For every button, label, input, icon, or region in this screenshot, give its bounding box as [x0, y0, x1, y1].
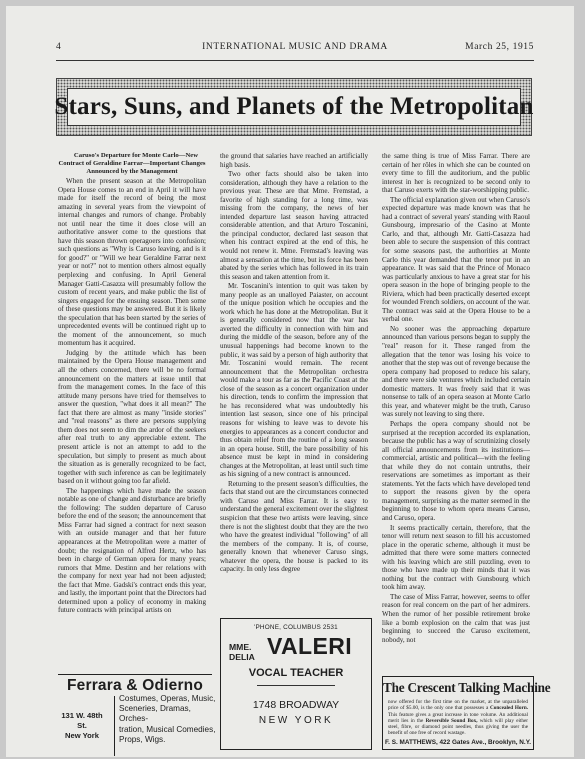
ad-crescent-text: which will play either steel, fibre, or diamond point needles, thus giving the user the benefit of one free of record wastage. [388, 717, 529, 737]
paragraph: Two other facts should also be taken into consideration, although they have a relation to the previous year. These are that Mme. Fremstad, a favorite of high standing for a long time, was missing from the company, the news of her intended departure last season having attracted considerable attention, and that Arturo Toscanini, the principal conductor, declared last season that when his contract expired at the end of this, he would not renew it. Mme. Fremstad's leaving was almost a sensation at the time, but its force has been abated by the series which has followed in its train this season and taken attention from it. [220, 170, 368, 281]
paragraph: Perhaps the opera company should not be surprised at the reception accorded its explanation, because the public has a way of scrutinizing closely all official announcements from its institutions—commercial, artistic and political—with the feeling that while they do not contain untruths, their reservations are sometimes as important as their statements. Yet the facts which have developed tend to support the reasons given by the opera management, surprising as the matter seemed in the beginning to those to whom opera means Caruso, and Caruso, opera. [382, 419, 530, 522]
paragraph: Judging by the attitude which has been maintained by the Opera House management and all the others concerned, there will be no formal announcement on the matters at issue until that from the management comes. In the face of this attitude many persons have tried for themselves to answer the question, "what does it all mean?" The fact that there are almost as many "inside stories" and "real reasons" as there are persons supplying them does not seem to dim the ardor of the seekers after real truth to any appreciable extent. The present article is not an attempt to add to the speculation, but simply to present as much about the situation as is generally recognized to be fact, together with such inference as can be legitimately based on it without going too far afield. [58, 348, 206, 486]
paragraph: The case of Miss Farrar, however, seems to offer reason for real concern on the part of her admirers. When the rumor of her possible retirement broke like a bomb explosion on the calm that was just beginning to succeed the Caruso excitement, nobody, not [382, 592, 530, 644]
ad-ferrara-service-line: Props, Wigs. [119, 734, 166, 744]
ad-valeri-honorific: MME. [229, 642, 252, 652]
ad-valeri-title: VOCAL TEACHER [248, 667, 344, 679]
ad-crescent-text: This feature gives a great increase in tone volume. An additional merit lies in the [388, 711, 528, 724]
ad-valeri-divider [257, 685, 335, 686]
paragraph: Returning to the present season's difficulties, the facts that stand out are the circumstances connected with Caruso and Miss Farrar. It is easy to understand the general excitement over the slightest suspicion that these two artists were leaving, since there is not the slightest doubt that they are the two who have the greatest individual "following" of all the members of the company. It is, of course, generally known that whenever Caruso sings, whatever the opera, the house is packed to its capacity. In only less degree [220, 479, 368, 574]
ad-crescent-body [388, 699, 528, 737]
ad-crescent-feature: Concealed Horn. [490, 705, 529, 712]
ad-valeri-first-name: DELIA [229, 652, 255, 662]
ad-ferrara-divider [114, 696, 115, 756]
paragraph: It seems practically certain, therefore, that the tenor will return next season to fill his accustomed place in the operatic scheme, although it must be admitted that there were some matters connected with his leaving which are still puzzling, even to those who have made up their minds that it was nothing but the contract with Gunsbourg which took him away. [382, 523, 530, 592]
title-banner [56, 78, 532, 136]
text-column-2 [220, 152, 368, 614]
ad-ferrara-name: Ferrara & Odierno [66, 677, 204, 694]
ad-ferrara-service-line: Sceneries, Dramas, Orches- [119, 704, 191, 724]
running-header [56, 42, 534, 56]
paragraph: The happenings which have made the season notable as one of change and disturbance are briefly the following: The sudden departure of Caruso before the end of the season; the announcement that Miss Farrar had signed a contract for next season with an outside manager and that her future appearances at the Metropolitan were a matter of doubt; the resignation of Alfred Hertz, who has been in charge of German opera for many years; rumors that Mme. Destinn and her relations with the company for next year had not been adjusted; the fact that Mme. Gadski's contract ends this year, and lastly, the important point that the Directors had determined upon a policy of economy in making future contracts with principal artists on [58, 486, 206, 615]
header-rule [56, 60, 534, 61]
paragraph: the same thing is true of Miss Farrar. There are certain of her rôles in which she can be counted on every time to fill the auditorium, and the public interest in her is recognized to be second only to that Caruso exerts with the star-worshipping public. [382, 152, 530, 195]
publication-title: INTERNATIONAL MUSIC AND DRAMA [202, 42, 388, 52]
ad-crescent-text: now offered for the first time on the market, at the unparalleled price of $5.00, is the only one that possesses a [388, 699, 528, 712]
ad-ferrara-address-line: 131 W. 48th St. [61, 711, 103, 730]
ad-delia-valeri [220, 618, 372, 750]
article-title: Stars, Suns, and Planets of the Metropolitan [54, 93, 534, 120]
ad-crescent-title: The Crescent Talking Machine [383, 680, 551, 695]
paragraph: The official explanation given out when Caruso's expected departure was made known was that he had a contract of several years' standing with Raoul Gunsbourg, impresario of the Casino at Monte Carlo, and that, although Mr. Gatti-Casazza had been able to secure the suspension of this contract for some seasons past, the authorities at Monte Carlo this year demanded that the tenor put in an appearance. It was said that the Prince of Monaco was particularly anxious to have a great star for his opera season in the hope of bringing people to the Riviera, which had been practically deserted except for wounded French soldiers, on account of the war. The contract was said at the Opera House to be a verbal one. [382, 195, 530, 324]
paragraph: No sooner was the approaching departure announced than various persons began to supply the "real" reason for it. These ranged from the allegation that the tenor was losing his voice to another that the step was out of revenge because the opera company had proposed to reduce his salary, and there were side ventures which included certain domestic matters. It was freely said that it was nonsense to talk of an opera season at Monte Carlo this year, and whatever might be the truth, Caruso was surely not leaving to sing there. [382, 324, 530, 419]
ad-crescent-feature: Reversible Sound Box, [425, 717, 478, 724]
ad-crescent-talking-machine [382, 676, 551, 750]
ad-valeri-phone: 'PHONE, COLUMBUS 2531 [254, 624, 338, 631]
ad-ferrara-service-line: tration, Musical Comedies, [119, 724, 216, 734]
paragraph: When the present season at the Metropolitan Opera House comes to an end in April it will have made for itself the record of being the most amazing in several years from the viewpoint of internal changes and rumors of change. Probably not until near the time it does close will an authoritative answer come to the questions that have this season thrown operagoers into confusion; such questions as "Why is Caruso leaving, and is it for good?" or "Will we hear Geraldine Farrar next year or not?" not to mention others almost equally perplexing and confusing. In April General Manager Gatti-Casazza will presumably follow the custom of recent years, and make public the list of singers engaged for the ensuing season. Then some of these questions may be answered. But it is likely the speculation that has been started by the series of unprecedented events will be continued right up to the moment of the announcement, so much momentum has it acquired. [58, 177, 206, 348]
ad-valeri-last-name: VALERI [267, 633, 353, 659]
ad-valeri-street: 1748 BROADWAY [252, 699, 340, 711]
ad-ferrara-services [119, 694, 221, 745]
page-number: 4 [56, 42, 62, 52]
issue-date: March 25, 1915 [465, 42, 534, 52]
magazine-page [6, 6, 574, 757]
ad-ferrara-address-line: New York [65, 731, 99, 740]
paragraph: the ground that salaries have reached an artificially high basis. [220, 152, 368, 169]
text-column-3 [382, 152, 530, 674]
ad-valeri-city: NEW YORK [258, 715, 334, 726]
paragraph: Mr. Toscanini's intention to quit was taken by many people as an unalloyed Paiaster, on account of the unique position which he occupies and the work which he has done at the Metropolitan. But it is generally considered now that the war has averted the difficulty in connection with him and during the middle of the season, before any of the unusual happenings had become known to the public, it was said by a person of high authority that Mr. Toscanini would remain. The recent announcement that the Metropolitan orchestra would make a tour as far as the Pacific Coast at the close of the season as a concert organization under his direction, tends to confirm the impression that he has reconsidered what was undoubtedly his intention last season, since one of his principal reasons for wishing to leave was to devote his energies to appearances as a concert conductor and thus obtain relief from the routine of a long season in an opera house. Still, the bare possibility of his absence must be kept in mind in considering changes at the Metropolitan, at least until such time as his signing of a new contract is announced. [220, 282, 368, 479]
title-box [54, 88, 534, 126]
text-column-1 [58, 152, 206, 672]
section-heading: Caruso's Departure for Monte Carlo—New Contract of Geraldine Farrar—Important Changes Announced by the Management [58, 152, 206, 175]
ad-ferrara-address [60, 711, 104, 741]
ad-ferrara-service-line: Costumes, Operas, Music, [119, 694, 216, 703]
ad-crescent-signature: F. S. MATTHEWS, 422 Gates Ave., Brooklyn, N.Y. [384, 739, 532, 746]
